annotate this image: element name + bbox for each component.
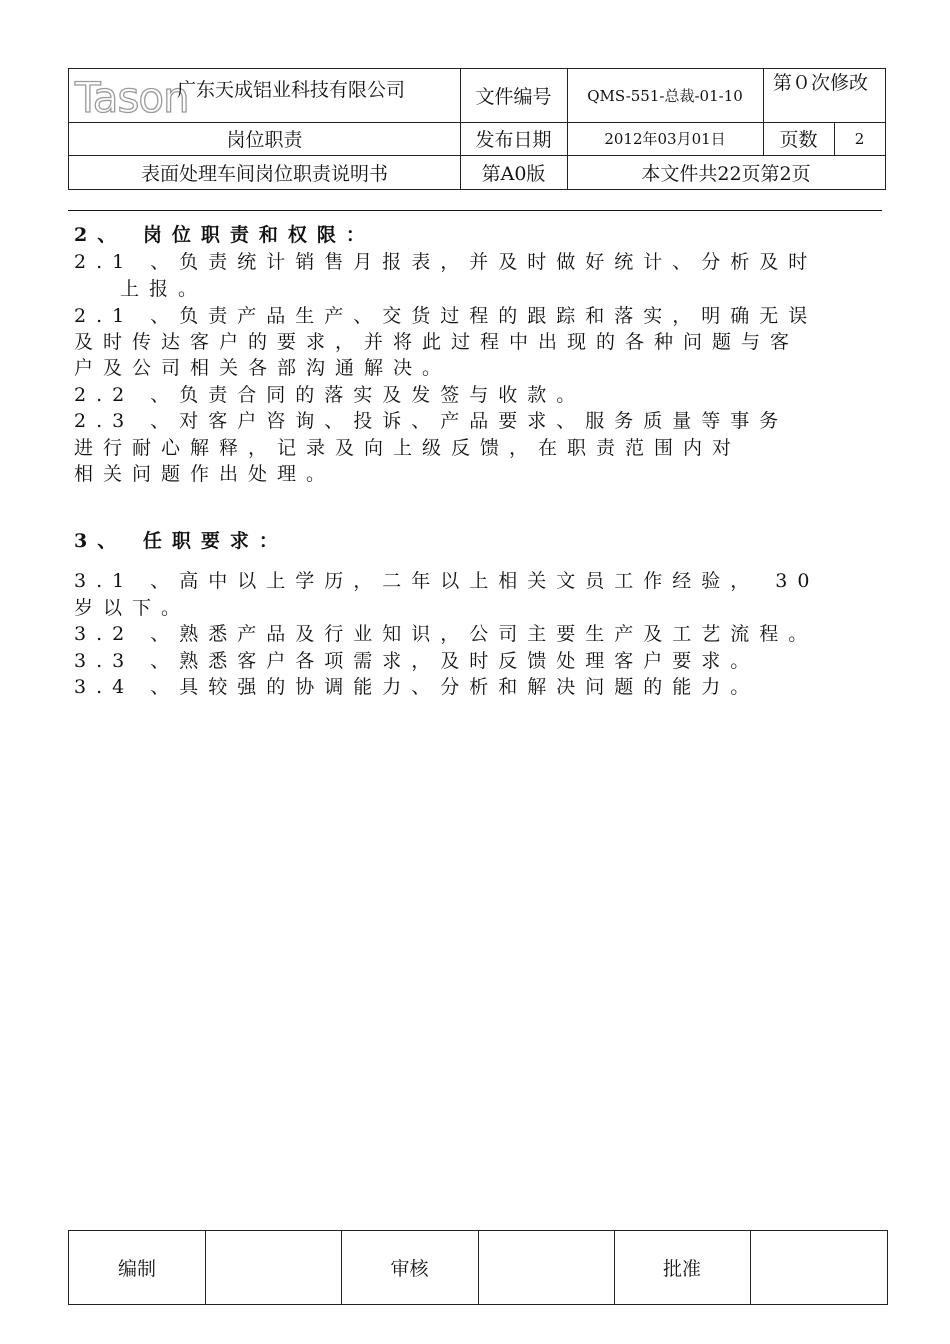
approved-by-label: 批准 (662, 1258, 701, 1280)
body-line: 上报。 (120, 278, 208, 300)
release-date-label: 发布日期 (475, 129, 552, 151)
body-line: 3.2 、熟悉产品及行业知识，公司主要生产及工艺流程。 (74, 623, 818, 645)
reviewed-by-label: 审核 (390, 1258, 429, 1280)
page-info: 本文件共22页第2页 (641, 162, 811, 185)
reviewed-by-signature-field[interactable] (478, 1231, 614, 1304)
body-line: 3.4 、具较强的协调能力、分析和解决问题的能力。 (74, 676, 760, 698)
body-line: 3.1 、高中以上学历，二年以上相关文员工作经验， 30 (74, 570, 820, 592)
company-name: 广东天成铝业科技有限公司 (177, 79, 406, 101)
doc-number-value: QMS-551-总裁-01-10 (587, 87, 743, 105)
body-line: 2.1 、负责产品生产、交货过程的跟踪和落实，明确无误 (74, 305, 818, 327)
body-line: 3.3 、熟悉客户各项需求，及时反馈处理客户要求。 (74, 650, 760, 672)
body-line: 2.1 、负责统计销售月报表，并及时做好统计、分析及时 (74, 251, 818, 273)
signature-table (68, 1230, 888, 1305)
section-heading-requirements: 3、 任职要求： (74, 530, 288, 552)
document-header-table (68, 68, 886, 190)
body-line: 及时传达客户的要求，并将此过程中出现的各种问题与客 (74, 331, 800, 353)
approved-by-signature-field[interactable] (750, 1231, 887, 1304)
compiled-by-signature-field[interactable] (205, 1231, 341, 1304)
section-heading-duties: 2、 岗位职责和权限： (74, 224, 375, 246)
company-logo: Tason (75, 73, 189, 122)
header-separator (68, 210, 882, 211)
page-count-value: 2 (854, 129, 865, 148)
body-line: 户及公司相关各部沟通解决。 (74, 357, 452, 379)
doc-number-label: 文件编号 (475, 86, 552, 108)
body-line: 进行耐心解释，记录及向上级反馈，在职责范围内对 (74, 437, 742, 459)
page-count-label: 页数 (779, 129, 818, 151)
body-line: 2.2 、负责合同的落实及发签与收款。 (74, 384, 586, 406)
revision-number: 第０次修改 (773, 72, 869, 94)
release-date-value: 2012年03月01日 (604, 130, 726, 148)
version-label: 第A0版 (481, 162, 546, 185)
body-line: 相关问题作出处理。 (74, 463, 336, 485)
document-title: 表面处理车间岗位职责说明书 (140, 162, 388, 185)
doc-type: 岗位职责 (226, 129, 303, 151)
body-line: 2.3 、对客户咨询、投诉、产品要求、服务质量等事务 (74, 410, 789, 432)
body-line: 岁以下。 (74, 597, 191, 619)
compiled-by-label: 编制 (117, 1258, 156, 1280)
